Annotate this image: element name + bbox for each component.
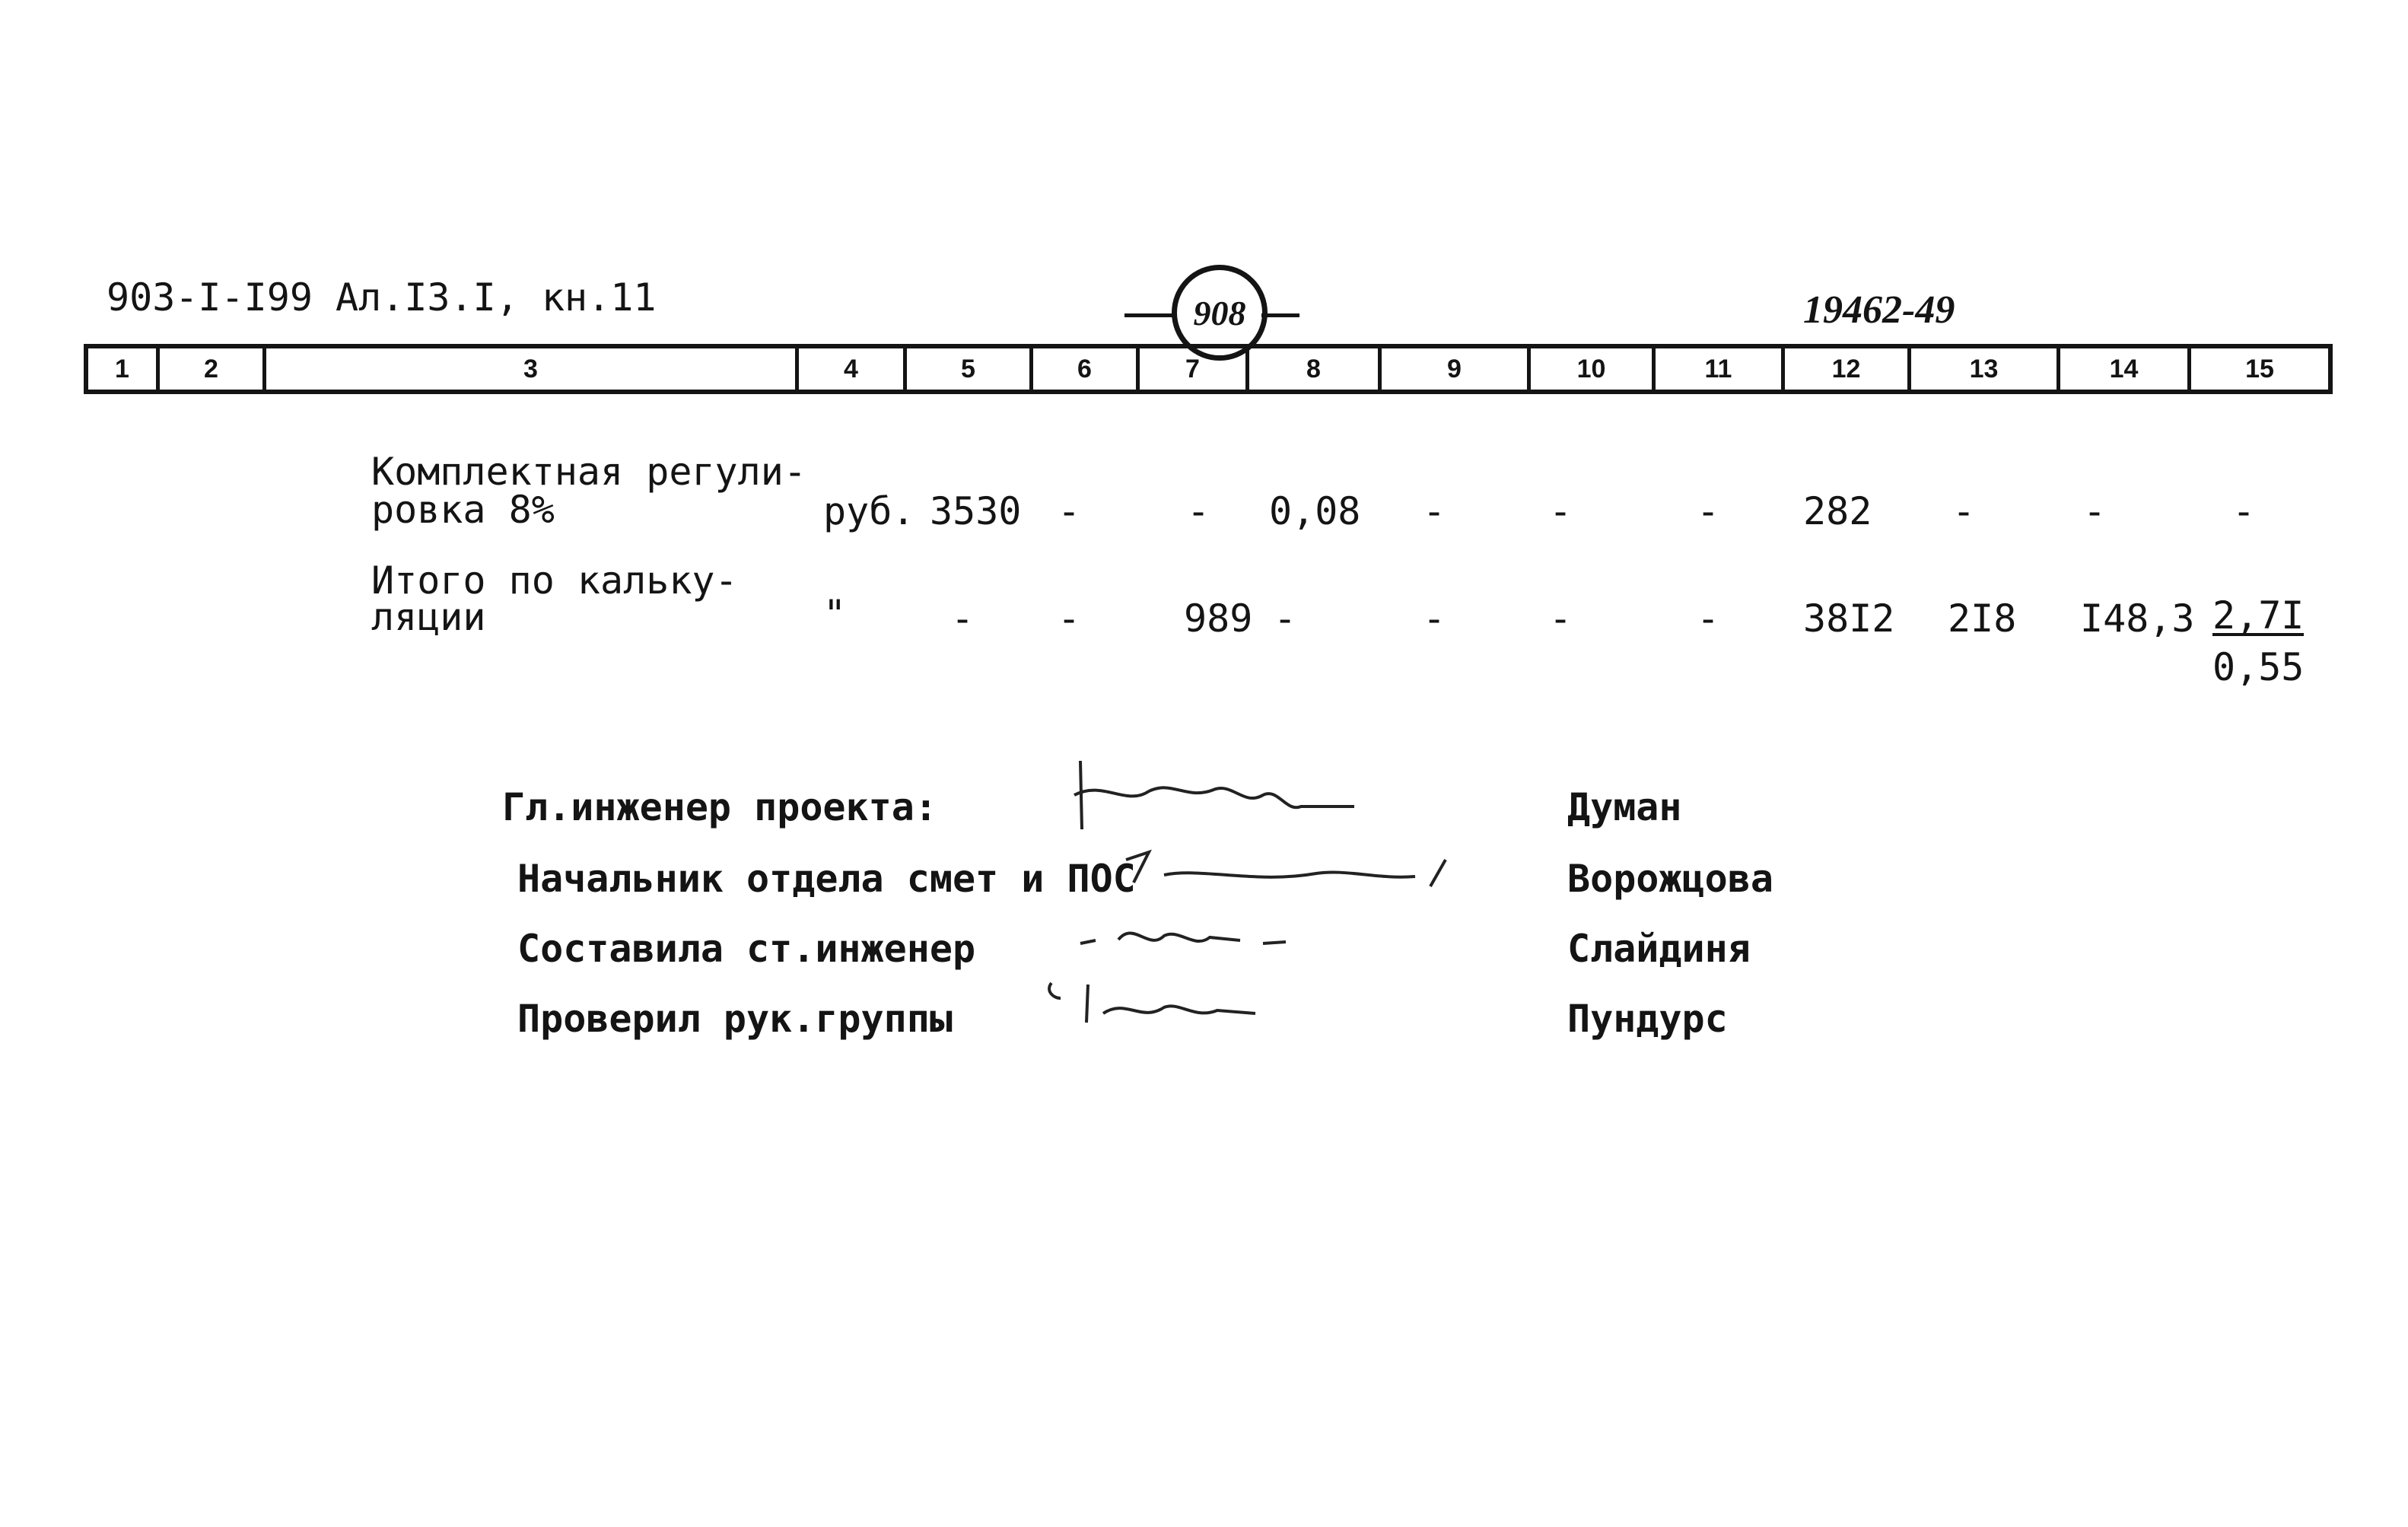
column-header-15: 15 <box>2245 354 2274 383</box>
column-header-13: 13 <box>1911 348 2060 390</box>
row-label-line1: Комплектная регули- <box>371 450 806 494</box>
column-header-7: 7 <box>1140 348 1249 390</box>
column-header-2: 2 <box>160 348 266 390</box>
row-cell-9: - <box>1423 489 1446 533</box>
page-number-dash-right <box>1261 313 1299 317</box>
signature-role-estimates-head: Начальник отдела смет и ПОС <box>517 857 1136 901</box>
archive-number: 19462-49 <box>1803 288 1955 332</box>
row-cell-14: - <box>2083 489 2107 533</box>
column-header-1: 1 <box>88 348 160 390</box>
column-header-11: 11 <box>1656 348 1785 390</box>
row-cell-5: 3530 <box>930 489 1022 533</box>
column-header-10: 10 <box>1531 348 1656 390</box>
column-header-6: 6 <box>1033 348 1140 390</box>
row-cell-10: - <box>1549 596 1573 641</box>
row-cell-5: - <box>951 596 975 641</box>
signature-name-slaidinya: Слайдиня <box>1567 927 1751 971</box>
row-cell-11: - <box>1697 489 1720 533</box>
handwritten-signature <box>1118 837 1484 898</box>
handwritten-signature <box>1065 905 1309 966</box>
row-cell-9: - <box>1423 596 1446 641</box>
row-unit: руб. <box>823 489 915 533</box>
column-header-9: 9 <box>1382 348 1531 390</box>
row-cell-13: 2I8 <box>1948 596 2017 641</box>
signature-name-duman: Думан <box>1567 785 1682 829</box>
row-cell-12: 38I2 <box>1803 596 1895 641</box>
column-header-3: 3 <box>266 348 799 390</box>
row-cell-7: 989 <box>1184 596 1253 641</box>
row-label-line1: Итого по кальку- <box>371 558 738 603</box>
column-header-4: 4 <box>799 348 907 390</box>
row-cell-15-denominator: 0,55 <box>2212 645 2305 689</box>
document-code: 903-I-I99 Ал.I3.I, кн.11 <box>107 275 657 320</box>
row-label-line2: ляции <box>371 595 486 639</box>
row-cell-15-numerator: 2,7I <box>2212 593 2305 638</box>
row-cell-15: - <box>2232 489 2256 533</box>
signature-name-vorozhtsova: Ворожцова <box>1567 857 1773 901</box>
row-cell-8: 0,08 <box>1269 489 1361 533</box>
row-cell-14: I48,3 <box>2080 596 2195 641</box>
signature-role-compiled-by: Составила ст.инженер <box>517 927 976 971</box>
row-cell-11: - <box>1697 596 1720 641</box>
row-cell-8: - <box>1274 596 1297 641</box>
row-cell-12: 282 <box>1803 489 1872 533</box>
row-cell-13: - <box>1952 489 1976 533</box>
handwritten-signature <box>1042 975 1286 1036</box>
page-number-dash-left <box>1124 313 1176 317</box>
row-unit-ditto: " <box>823 592 847 636</box>
signature-role-chief-engineer: Гл.инженер проекта: <box>502 785 937 829</box>
row-cell-6: - <box>1058 596 1081 641</box>
handwritten-signature <box>1058 753 1362 837</box>
row-cell-6: - <box>1058 489 1081 533</box>
column-number-bar <box>84 344 2333 394</box>
row-cell-7: - <box>1187 489 1210 533</box>
column-header-5: 5 <box>907 348 1033 390</box>
column-header-14: 14 <box>2060 348 2191 390</box>
signature-name-pundurs: Пундурс <box>1567 997 1728 1041</box>
column-header-12: 12 <box>1785 348 1911 390</box>
signature-role-checked-by: Проверил рук.группы <box>517 997 953 1041</box>
page-number: 908 <box>1193 293 1246 332</box>
row-cell-10: - <box>1549 489 1573 533</box>
column-header-8: 8 <box>1249 348 1382 390</box>
row-label-line2: ровка 8% <box>371 488 555 532</box>
